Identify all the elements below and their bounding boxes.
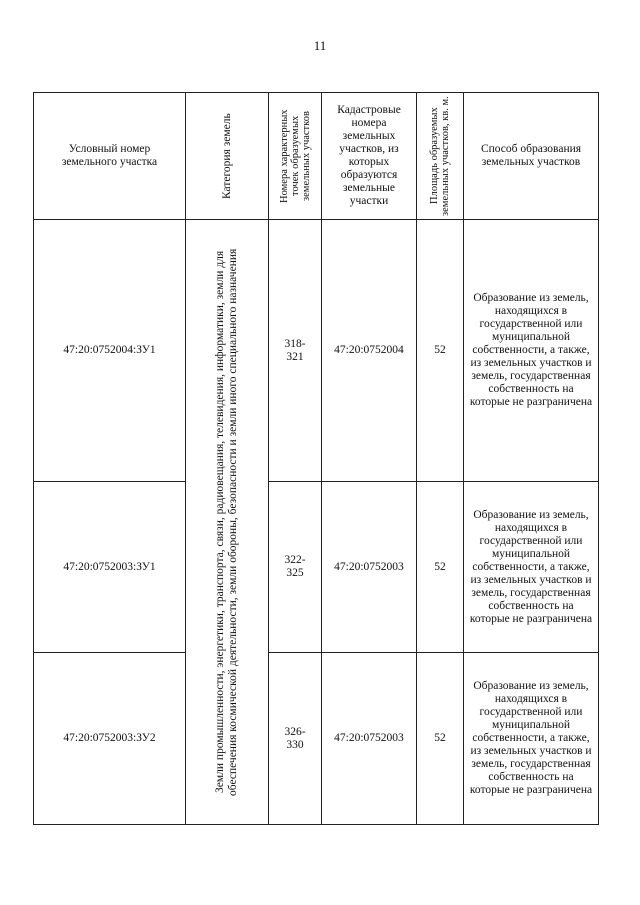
table-row xyxy=(34,220,599,482)
header-formation-method-label: Способ образования земельных участков xyxy=(480,143,582,168)
point-numbers-value: 326-330 xyxy=(284,725,306,751)
header-point-numbers xyxy=(269,93,322,220)
point-numbers-value: 322-325 xyxy=(284,554,306,579)
point-numbers-cell xyxy=(269,220,322,482)
land-category-value: Земли промышленности, энергетики, транспорта, связи, радиовещания, телевидения, информатики, земли для обеспечения космической деятельности, земли обороны, безопасности и земли иного специального назначения xyxy=(214,248,239,796)
point-numbers-cell xyxy=(269,653,322,825)
table-header-row xyxy=(34,93,599,220)
area-cell: 52 xyxy=(417,482,464,653)
cadastral-number-cell: 47:20:0752003 xyxy=(322,653,417,825)
header-cadastral-numbers-label: Кадастровые номера земельных участков, из которых образуются земельные участки xyxy=(337,104,401,207)
point-numbers-value: 318-321 xyxy=(284,337,306,363)
header-area-label: Площадь образуемых земельных участков, кв. м. xyxy=(429,96,451,216)
header-conditional-number xyxy=(34,93,186,220)
header-cadastral-numbers xyxy=(322,93,417,220)
formation-method-value: Образование из земель, находящихся в государственной или муниципальной собственности, а также, из земельных участков и земель, государственная собственность на которые не разграничена xyxy=(469,508,593,625)
conditional-number-cell: 47:20:0752003:ЗУ2 xyxy=(34,653,186,825)
cadastral-number-cell: 47:20:0752003 xyxy=(322,482,417,653)
land-plots-table xyxy=(33,92,599,825)
formation-method-cell xyxy=(464,653,599,825)
formation-method-cell xyxy=(464,482,599,653)
header-land-category xyxy=(186,93,269,220)
formation-method-value: Образование из земель, находящихся в государственной или муниципальной собственности, а также, из земельных участков и земель, государственная собственность на которые не разграничена xyxy=(469,680,593,796)
conditional-number-cell: 47:20:0752003:ЗУ1 xyxy=(34,482,186,653)
area-cell: 52 xyxy=(417,653,464,825)
area-cell: 52 xyxy=(417,220,464,482)
page-number: 11 xyxy=(313,38,327,53)
formation-method-cell xyxy=(464,220,599,482)
table-row xyxy=(34,653,599,825)
table-row xyxy=(34,482,599,653)
header-land-category-label: Категория земель xyxy=(220,113,233,199)
header-area xyxy=(417,93,464,220)
conditional-number-cell: 47:20:0752004:ЗУ1 xyxy=(34,220,186,482)
header-conditional-number-label: Условный номер земельного участка xyxy=(61,143,158,168)
header-formation-method xyxy=(464,93,599,220)
formation-method-value: Образование из земель, находящихся в государственной или муниципальной собственности, а также, из земельных участков и земель, государственная собственность на которые не разграничена xyxy=(469,292,593,408)
land-category-cell xyxy=(186,220,269,825)
header-point-numbers-label: Номера характерных точек образуемых земельных участков xyxy=(278,109,312,203)
point-numbers-cell xyxy=(269,482,322,653)
cadastral-number-cell: 47:20:0752004 xyxy=(322,220,417,482)
